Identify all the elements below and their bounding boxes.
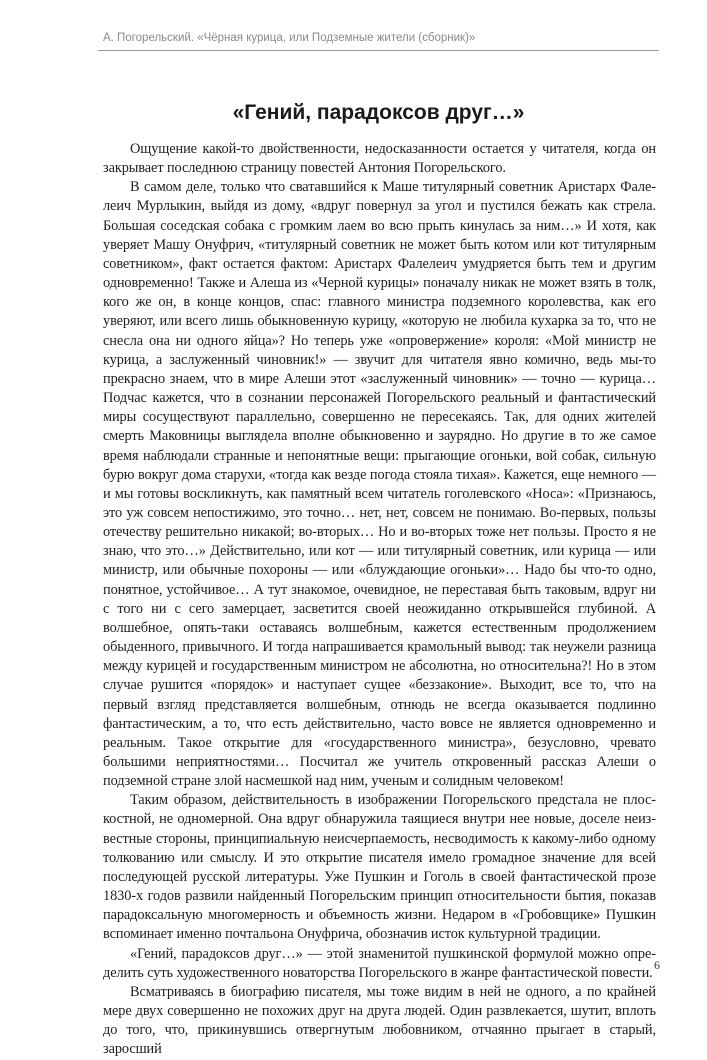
page-number: 6 [654,958,660,972]
paragraph: Всматриваясь в биографию писателя, мы тоже видим в ней не одного, а по крайней мере двух совершенно не похожих друг на друга людей. Один развлекается, шутит, вплоть до того, что, прикинувшись отвергнутым любовником, отчаянно прыгает в старый, заросший [103,983,656,1058]
paragraph: «Гений, парадоксов друг…» — этой знаменитой пушкинской формулой можно определить суть художественного новаторства Погорельского в жанре фантастической повести. [103,945,656,981]
body-text [103,140,656,1060]
paragraph: Ощущение какой-то двойственности, недосказанности остается у читателя, когда он закрывает последнюю страницу повестей Антония Погорельского. [103,141,656,177]
running-header: А. Погорельский. «Чёрная курица, или Подземные жители (сборник)» [103,32,476,44]
header-divider [98,50,659,51]
chapter-title: «Гений, парадоксов друг…» [232,101,525,124]
paragraph: Таким образом, действительность в изображении Погорельского предстала не плоскостной, не одномерной. Она вдруг обнаружила таящиеся внутри нее новые, доселе неизвестные стороны, принципиальную неисчерпаемость, несводимость к какому-либо одному толкованию или смыслу. И это открытие писателя имело громадное значение для всей последующей русской литературы. Уже Пушкин и Гоголь в своей фантастической прозе 1830-х годов развили найденный Погорельским принцип относительности бытия, показав парадоксальную многомерность и объемность жизни. Недаром в «Гробовщике» Пушкин вспоминает именно почтальона Онуфрича, обозначив исток культурной традиции. [103,792,656,943]
paragraph: В самом деле, только что сватавшийся к Маше титулярный советник Аристарх Фалелеич Мурлыкин, выйдя из дому, «вдруг повернул за угол и пустился бежать как стрела. Большая соседская собака с громким лаем во всю прыть кинулась за ним…» И хотя, как уверяет Машу Онуфрич, «титулярный советник не может быть котом или кот титулярным советником», факт остается фактом: Аристарх Фалелеич умудряется быть тем и другим одновременно! Также и Алеша из «Черной курицы» поначалу никак не может взять в толк, кого же он, в конце концов, спас: главного министра подземного королевства, как его уверяют, или всего лишь обыкновенную курицу, «которую не любила кухарка за то, что не снесла она ни одного яйца»? Но теперь уже «опровержение» короля: «Мой министр не курица, а заслуженный чиновник!» — звучит для читателя явно комично, ведь мы-то прекрасно знаем, что в мире Алеши этот «заслуженный чиновник» — точно — курица… Подчас кажется, что в сознании персонажей Погорельского реальный и фантастический миры сосуществуют параллельно, совершенно не пересекаясь. Так, для одних жителей смерть Маковницы выглядела вполне обыкновенно и заурядно. Но другие в то же самое время наблюдали странные и непонятные вещи: прыгающие огоньки, вой собак, сильную бурю вокруг дома старухи, «тогда как везде погода стояла тихая». Кажется, еще немного — и мы готовы воскликнуть, как памятный всем читатель гоголевского «Носа»: «Признаюсь, это уж совсем непостижимо, это точно… нет, нет, совсем не понимаю. Во-первых, пользы отечеству решительно никакой; во-вторых… Но и во-вторых тоже нет пользы. Просто я не знаю, что это…» Действительно, или кот — или титулярный советник, или курица — или министр, или обычные похороны — или «блуждающие огоньки»… Надо бы что-то одно, понятное, устойчивое… А тут знакомое, очевидное, не переставая быть таковым, вдруг ни с того ни с сего замерцает, засветится своей неожиданно открывшейся глубиной. А волшебное, опять-таки остaваясь волшебным, кажется естественным продолжением обыденного, привычного. И тогда напрашивается крамольный вывод: так неужели разница между курицей и государственным министром не абсолютна, но относительна?! Но в этом случае рушится «порядок» и наступает сущее «беззаконие». Выходит, все то, что на первый взгляд представляется волшебным, отнюдь не всегда оказывается подлинно фантастическим, а то, что есть действительно, часто вовсе не является одновременно и реальным. Такое открытие для «государственного министра», безусловно, чревато большими неприятностями… Посчитал же учитель откровенный рассказ Алеши о подземной стране злой насмешкой над ним, ученым и солидным человеком! [103,179,656,790]
